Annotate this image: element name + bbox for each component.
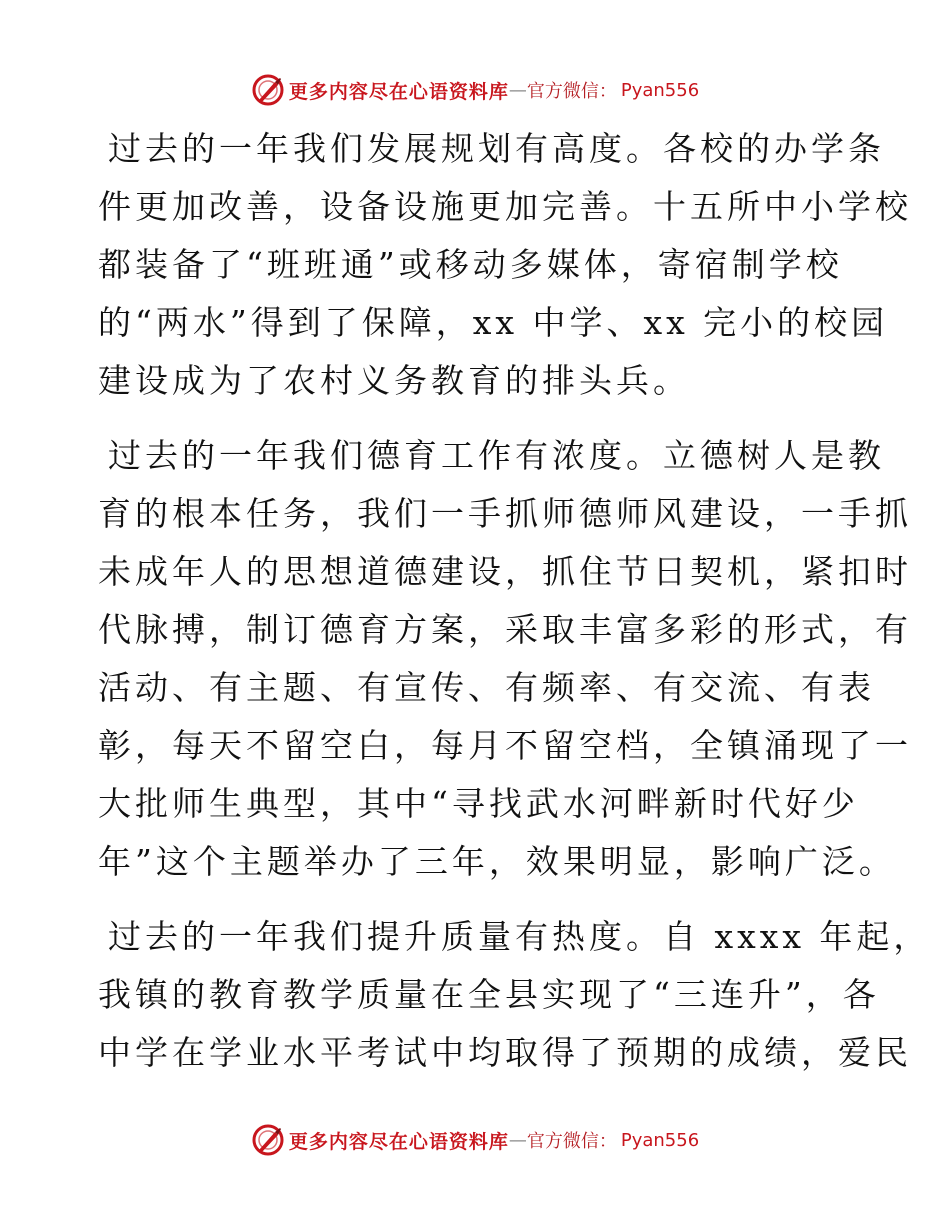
footer-watermark-banner — [0, 1120, 950, 1160]
text-line: 过去的一年我们发展规划有高度。各校的办学条 — [108, 129, 885, 168]
text-line: 我镇的教育教学质量在全县实现了“三连升”，各 — [98, 975, 880, 1014]
banner-wechat-label: 官方微信 — [526, 1131, 599, 1152]
banner-wechat-label: 官方微信 — [526, 81, 599, 102]
banner-separator: — — [508, 1129, 527, 1151]
banner-wechat-account: Pyan556 — [620, 1129, 700, 1151]
paragraph — [98, 908, 931, 1082]
header-watermark-banner — [0, 70, 950, 110]
pen-nib-circle-icon — [251, 1123, 285, 1157]
banner-colon: ： — [598, 81, 617, 102]
text-line: 活动、有主题、有宣传、有频率、有交流、有表 — [98, 668, 875, 707]
banner-wechat-account: Pyan556 — [620, 79, 700, 101]
text-line: 过去的一年我们提升质量有热度。自 xxxx 年起， — [108, 917, 931, 956]
document-body — [98, 120, 931, 1099]
text-line: 育的根本任务，我们一手抓师德师风建设，一手抓 — [98, 494, 912, 533]
banner-colon: ： — [598, 1131, 617, 1152]
text-line: 未成年人的思想道德建设，抓住节日契机，紧扣时 — [98, 552, 912, 591]
pen-nib-circle-icon — [251, 73, 285, 107]
text-line: 的“两水”得到了保障，xx 中学、xx 完小的校园 — [98, 303, 889, 342]
paragraph — [98, 120, 912, 410]
text-line: 过去的一年我们德育工作有浓度。立德树人是教 — [108, 436, 885, 475]
text-line: 代脉搏，制订德育方案，采取丰富多彩的形式，有 — [98, 610, 912, 649]
paragraph — [98, 427, 912, 891]
banner-brand-text: 更多内容尽在心语资料库 — [288, 80, 509, 103]
text-line: 彰，每天不留空白，每月不留空档，全镇涌现了一 — [98, 726, 912, 765]
text-line: 建设成为了农村义务教育的排头兵。 — [98, 361, 690, 400]
text-line: 年”这个主题举办了三年，效果明显，影响广泛。 — [98, 842, 896, 881]
banner-separator: — — [508, 79, 527, 101]
text-line: 件更加改善，设备设施更加完善。十五所中小学校 — [98, 187, 912, 226]
text-line: 大批师生典型，其中“寻找武水河畔新时代好少 — [98, 784, 859, 823]
banner-brand-text: 更多内容尽在心语资料库 — [288, 1130, 509, 1153]
text-line: 中学在学业水平考试中均取得了预期的成绩，爱民 — [98, 1033, 912, 1072]
text-line: 都装备了“班班通”或移动多媒体，寄宿制学校 — [98, 245, 843, 284]
